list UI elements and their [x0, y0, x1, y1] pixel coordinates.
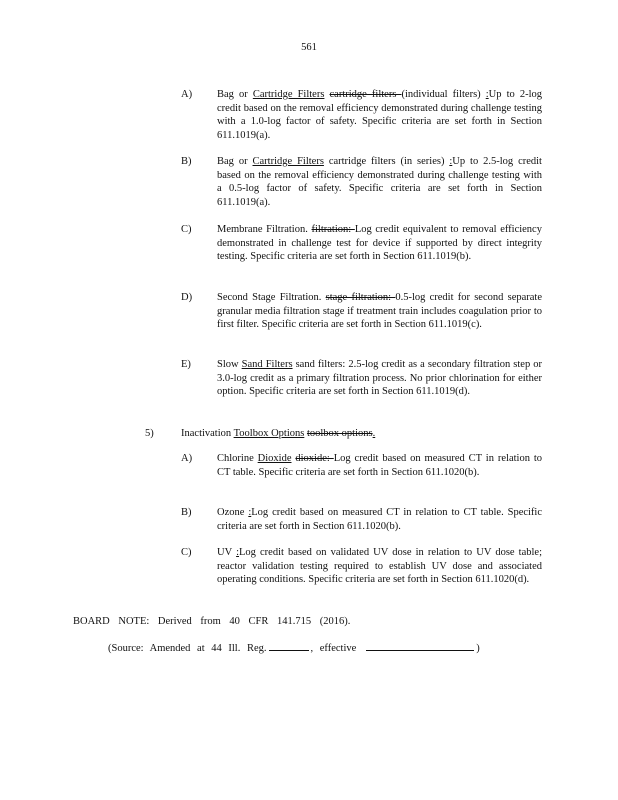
inserted-text: Toolbox Options: [233, 428, 305, 439]
inserted-text: Cartridge Filters: [252, 156, 324, 167]
item-text: [217, 223, 542, 264]
item-label: C): [181, 224, 192, 235]
text-run: Log credit based on validated UV dose in relation to UV dose table; reactor validation testing required to establish UV dose and associated operating conditions. Specific criteria are set forth in Section 611.1020(d).: [217, 547, 542, 586]
text-run: UV: [217, 547, 237, 558]
item-text: [217, 452, 542, 479]
source-prefix: (Source: Amended at 44 Ill. Reg.: [108, 643, 267, 654]
text-run: Log credit based on measured CT in relation to CT table. Specific criteria are set forth in Section 611.1020(b).: [217, 507, 543, 532]
text-run: 0.5-log credit for second separate granular media filtration stage if treatment train includes coagulation prior to first filter. Specific criteria are set forth in Section 611.1019(c).: [217, 292, 542, 331]
item-label: B): [181, 507, 192, 518]
inserted-text: :: [236, 547, 239, 558]
text-run: Ozone: [217, 507, 249, 518]
text-run: Slow: [217, 359, 242, 370]
item-text: [217, 358, 542, 399]
text-run: Up to 2-log credit based on the removal efficiency demonstrated during challenge testing with a 1.0-log factor of safety. Specific criteria are set forth in Section 611.1019(a).: [217, 89, 542, 141]
effective-date-blank: [366, 640, 474, 651]
struck-text: dioxide:: [295, 453, 334, 464]
item-text: [217, 291, 542, 332]
source-note: [108, 640, 480, 656]
struck-text: filtration:: [311, 224, 355, 235]
text-run: Membrane Filtration.: [217, 224, 312, 235]
item-label: C): [181, 547, 192, 558]
inserted-text: Dioxide: [257, 453, 292, 464]
struck-text: cartridge filters: [329, 89, 402, 100]
item-text: [217, 506, 542, 533]
inserted-text: :: [248, 507, 252, 518]
item-label: B): [181, 156, 192, 167]
inserted-text: .: [372, 428, 376, 439]
item-label: E): [181, 359, 191, 370]
text-run: Log credit equivalent to removal efficiency demonstrated in challenge test for device if supported by direct integrity testing. Specific criteria are set forth in Section 611.1019(b).: [217, 224, 542, 263]
page-number: 561: [301, 42, 317, 53]
struck-text: stage filtration:: [325, 292, 396, 303]
section-number: 5): [145, 428, 154, 439]
text-run: Second Stage Filtration.: [217, 292, 326, 303]
text-run: sand filters: 2.5-log credit as a secondary filtration step or 3.0-log credit as a primary filtration process. No prior chlorination for either option. Specific criteria are set forth in Section 611.1019(d).: [217, 359, 542, 398]
text-run: Chlorine: [217, 453, 258, 464]
item-label: A): [181, 453, 193, 464]
inserted-text: Sand Filters: [241, 359, 293, 370]
item-text: [217, 155, 542, 209]
item-label: A): [181, 89, 193, 100]
text-run: (individual filters): [401, 89, 486, 100]
inserted-text: Cartridge Filters: [252, 89, 325, 100]
source-suffix: ): [476, 643, 480, 654]
text-run: cartridge filters (in series): [323, 156, 450, 167]
inserted-text: :: [485, 89, 489, 100]
struck-text: toolbox options: [306, 428, 373, 439]
text-run: Up to 2.5-log credit based on the removal efficiency demonstrated during challenge testing with a 0.5-log factor of safety. Specific criteria are set forth in Section 611.1019(a).: [217, 156, 542, 208]
text-run: Bag or: [217, 156, 253, 167]
inserted-text: :: [449, 156, 453, 167]
register-blank: [269, 640, 309, 651]
item-label: D): [181, 292, 193, 303]
text-run: Inactivation: [181, 428, 234, 439]
item-text: [217, 546, 542, 587]
text-run: Log credit based on measured CT in relation to CT table. Specific criteria are set forth in Section 611.1020(b).: [217, 453, 543, 478]
source-mid: , effective: [310, 643, 357, 654]
text-run: Bag or: [217, 89, 253, 100]
section-heading: [181, 427, 375, 441]
item-text: [217, 88, 542, 142]
board-note: BOARD NOTE: Derived from 40 CFR 141.715 (2016).: [73, 616, 351, 627]
